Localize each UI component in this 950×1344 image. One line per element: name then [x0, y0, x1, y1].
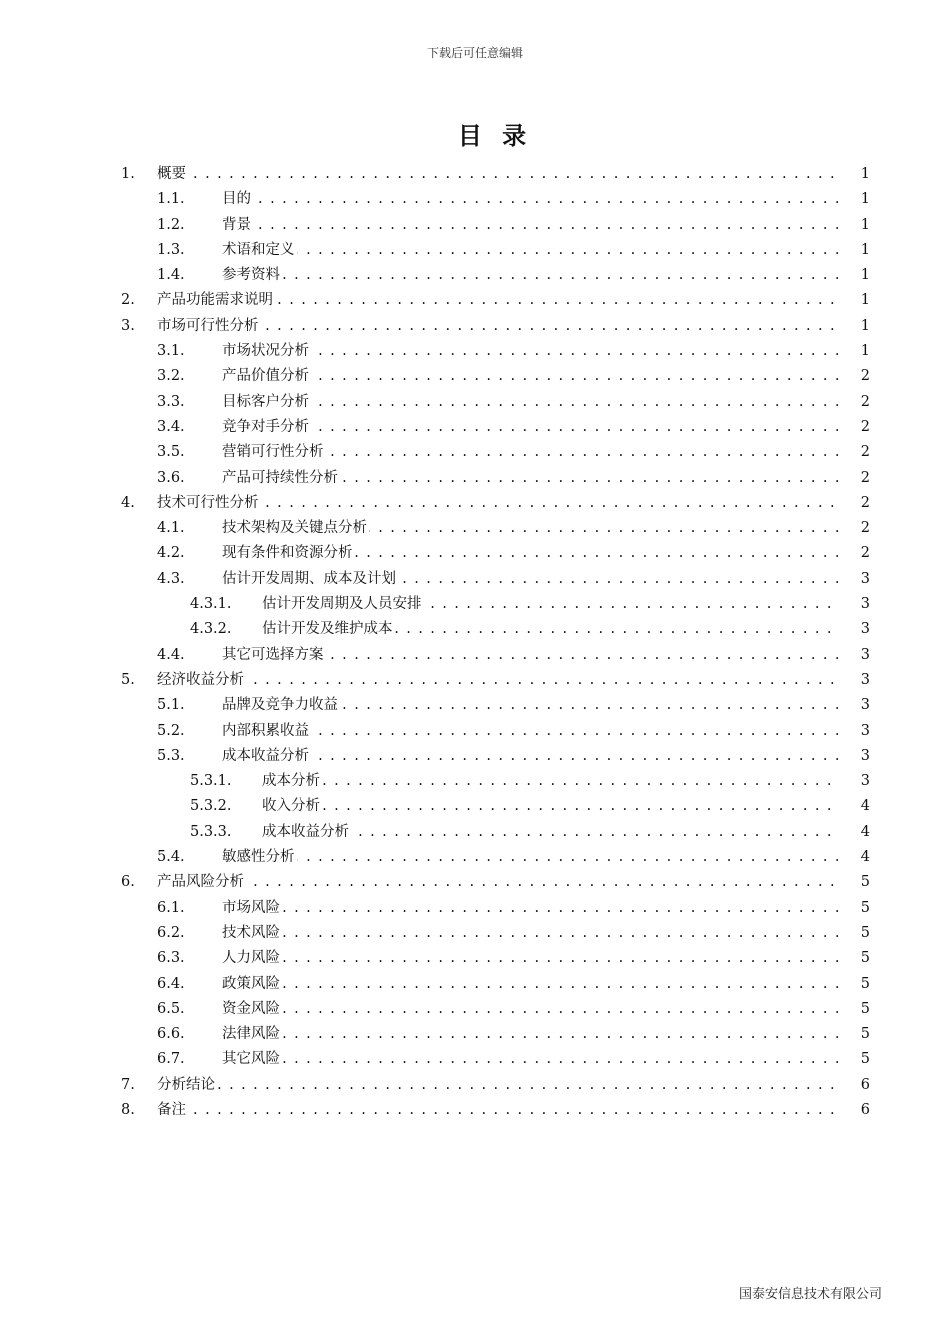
toc-entry-title [262, 794, 837, 819]
toc-entry-title [222, 643, 848, 668]
toc-entry-title [222, 516, 848, 541]
toc-entry[interactable] [0, 415, 950, 440]
toc-entry[interactable] [0, 1098, 950, 1123]
toc-entry[interactable] [0, 896, 950, 921]
toc-entry-title [262, 820, 837, 845]
toc-entry-number: 5.4. [157, 849, 185, 866]
toc-entry-number: 3.1. [157, 343, 185, 360]
toc-entry-title [157, 668, 837, 693]
toc-entry-title-text: 背景 [222, 216, 251, 233]
toc-entry-page-number: 6 [860, 1076, 870, 1093]
toc-entry-page-number: 3 [860, 621, 870, 638]
toc-entry[interactable] [0, 719, 950, 744]
toc-entry[interactable] [0, 997, 950, 1022]
header-note: 下载后可任意编辑 [426, 46, 523, 60]
toc-entry-number: 2. [121, 292, 135, 309]
toc-entry-title [262, 592, 837, 617]
toc-entry[interactable] [0, 541, 950, 566]
toc-entry-number: 1.2. [157, 216, 185, 233]
toc-entry-number: 4. [121, 494, 135, 511]
toc-entry-page-number: 3 [860, 747, 870, 764]
toc-entry-page-number: 4 [860, 849, 870, 866]
toc-entry[interactable] [0, 162, 950, 187]
toc-entry-number: 3.6. [157, 469, 185, 486]
toc-entry-title [222, 364, 848, 389]
toc-entry-page-number: 4 [860, 823, 870, 840]
toc-entry-title-text: 技术架构及关键点分析 [222, 520, 367, 537]
toc-entry-title [262, 769, 837, 794]
toc-entry-title-text: 市场可行性分析 [157, 317, 259, 334]
toc-entry-number: 8. [121, 1101, 135, 1118]
toc-entry-page-number: 5 [860, 1026, 870, 1043]
toc-entry-number: 6.3. [157, 950, 185, 967]
toc-entry-title [222, 972, 848, 997]
toc-entry-number: 5.3.3. [190, 823, 232, 840]
toc-entry-number: 4.4. [157, 646, 185, 663]
toc-entry-title-text: 产品价值分析 [222, 368, 309, 385]
toc-entry-title-text: 收入分析 [262, 798, 320, 815]
toc-entry-number: 5.3.2. [190, 798, 232, 815]
toc-entry-page-number: 5 [860, 924, 870, 941]
toc-entry-page-number: 2 [860, 545, 870, 562]
toc-entry-number: 1. [121, 166, 135, 182]
toc-entry-title [222, 541, 848, 566]
toc-entry-title [222, 946, 848, 971]
toc-entry-title-text: 成本分析 [262, 773, 320, 790]
toc-entry-title-text: 市场状况分析 [222, 343, 309, 360]
toc-entry[interactable] [0, 769, 950, 794]
toc-entry[interactable] [0, 946, 950, 971]
toc-entry-title-text: 产品风险分析 [157, 874, 244, 891]
toc-entry[interactable] [0, 921, 950, 946]
toc-entry-number: 1.1. [157, 191, 185, 208]
toc-entry-page-number: 1 [860, 166, 870, 182]
toc-entry-title [222, 390, 848, 415]
toc-entry-page-number: 2 [860, 469, 870, 486]
toc-entry[interactable] [0, 845, 950, 870]
toc-entry-title [222, 567, 848, 592]
toc-entry-page-number: 1 [860, 241, 870, 258]
toc-entry[interactable] [0, 1022, 950, 1047]
toc-entry-page-number: 1 [860, 292, 870, 309]
toc-entry-page-number: 1 [860, 216, 870, 233]
toc-entry-title [222, 466, 848, 491]
toc-entry-page-number: 6 [860, 1101, 870, 1118]
toc-entry[interactable] [0, 820, 950, 845]
toc-entry-page-number: 2 [860, 418, 870, 435]
toc-entry[interactable] [0, 364, 950, 389]
toc-entry-title [222, 1047, 848, 1072]
toc-entry-number: 5.3.1. [190, 773, 232, 790]
toc-entry-title-text: 政策风险 [222, 975, 280, 992]
toc-entry-title-text: 其它风险 [222, 1051, 280, 1068]
toc-entry-title [157, 162, 837, 187]
toc-entry-page-number: 5 [860, 950, 870, 967]
toc-entry-title-text: 内部积累收益 [222, 722, 309, 739]
toc-entry-title [222, 440, 848, 465]
toc-entry-title [222, 213, 848, 238]
toc-entry-number: 5.1. [157, 697, 185, 714]
toc-entry-number: 1.3. [157, 241, 185, 258]
toc-entry-title-text: 现有条件和资源分析 [222, 545, 353, 562]
toc-entry[interactable] [0, 288, 950, 313]
toc-entry[interactable] [0, 440, 950, 465]
toc-entry[interactable] [0, 1047, 950, 1072]
toc-entry-title-text: 备注 [157, 1101, 186, 1118]
toc-entry-number: 1.4. [157, 267, 185, 284]
toc-entry-title [222, 896, 848, 921]
toc-entry[interactable] [0, 263, 950, 288]
toc-entry[interactable] [0, 567, 950, 592]
toc-entry-title-text: 敏感性分析 [222, 849, 295, 866]
toc-entry-page-number: 3 [860, 671, 870, 688]
toc-entry[interactable] [0, 617, 950, 642]
toc-entry-title-text: 产品功能需求说明 [157, 292, 273, 309]
toc-entry-title-text: 目的 [222, 191, 251, 208]
toc-entry-title [222, 1022, 848, 1047]
toc-entry-title [222, 744, 848, 769]
toc-entry-number: 6. [121, 874, 135, 891]
toc-entry-number: 3. [121, 317, 135, 334]
toc-entry-title-text: 人力风险 [222, 950, 280, 967]
toc-entry-title-text: 成本收益分析 [262, 823, 349, 840]
toc-entry-title-text: 资金风险 [222, 1000, 280, 1017]
toc-entry-title [222, 187, 848, 212]
toc-entry-title [262, 617, 837, 642]
toc-entry-number: 4.2. [157, 545, 185, 562]
toc-entry-number: 3.5. [157, 444, 185, 461]
toc-entry-title [157, 288, 837, 313]
toc-entry-title [222, 263, 848, 288]
toc-entry-title-text: 市场风险 [222, 899, 280, 916]
toc-entry[interactable] [0, 213, 950, 238]
toc-entry-number: 5.3. [157, 747, 185, 764]
toc-entry-title [222, 921, 848, 946]
toc-entry-page-number: 2 [860, 494, 870, 511]
toc-entry-page-number: 3 [860, 570, 870, 587]
toc-entry[interactable] [0, 643, 950, 668]
toc-entry-title [222, 845, 848, 870]
toc-entry-number: 6.2. [157, 924, 185, 941]
toc-entry-title-text: 目标客户分析 [222, 393, 309, 410]
toc-entry-page-number: 2 [860, 368, 870, 385]
toc-entry-title [157, 491, 837, 516]
toc-entry-title-text: 经济收益分析 [157, 671, 244, 688]
toc-entry-title-text: 技术可行性分析 [157, 494, 259, 511]
toc-entry-title-text: 其它可选择方案 [222, 646, 324, 663]
toc-entry-page-number: 5 [860, 874, 870, 891]
toc-entry-title-text: 估计开发周期、成本及计划 [222, 570, 396, 587]
footer-company-name: 国泰安信息技术有限公司 [738, 1287, 882, 1302]
toc-entry[interactable] [0, 794, 950, 819]
toc-entry-page-number: 2 [860, 393, 870, 410]
toc-entry-page-number: 3 [860, 722, 870, 739]
toc-entry-page-number: 5 [860, 899, 870, 916]
toc-entry-title-text: 品牌及竞争力收益 [222, 697, 338, 714]
toc-entry-title [222, 719, 848, 744]
toc-entry-page-number: 1 [860, 267, 870, 284]
toc-entry-number: 4.3.2. [190, 621, 232, 638]
toc-entry-page-number: 3 [860, 697, 870, 714]
toc-entry[interactable] [0, 491, 950, 516]
toc-entry-page-number: 3 [860, 773, 870, 790]
toc-entry-title [222, 238, 848, 263]
toc-entry[interactable] [0, 870, 950, 895]
table-of-contents [0, 162, 950, 1123]
toc-entry-page-number: 2 [860, 444, 870, 461]
toc-entry-title [222, 997, 848, 1022]
toc-entry-title-text: 竞争对手分析 [222, 418, 309, 435]
toc-entry[interactable] [0, 592, 950, 617]
toc-entry-page-number: 5 [860, 1051, 870, 1068]
toc-entry-number: 6.4. [157, 975, 185, 992]
toc-entry[interactable] [0, 668, 950, 693]
toc-entry[interactable] [0, 314, 950, 339]
toc-entry-title-text: 估计开发及维护成本 [262, 621, 393, 638]
toc-entry-number: 6.5. [157, 1000, 185, 1017]
toc-entry-page-number: 1 [860, 317, 870, 334]
toc-entry-number: 7. [121, 1076, 135, 1093]
toc-entry-number: 6.1. [157, 899, 185, 916]
toc-entry-title [222, 693, 848, 718]
toc-entry-page-number: 1 [860, 191, 870, 208]
toc-entry-title [157, 1073, 837, 1098]
toc-entry-number: 6.7. [157, 1051, 185, 1068]
toc-entry-title-text: 术语和定义 [222, 241, 295, 258]
toc-entry[interactable] [0, 744, 950, 769]
toc-entry-page-number: 5 [860, 1000, 870, 1017]
toc-entry-number: 4.3.1. [190, 596, 232, 613]
toc-entry-title-text: 概要 [157, 166, 186, 182]
toc-entry-title [222, 415, 848, 440]
toc-entry-number: 3.3. [157, 393, 185, 410]
toc-entry-page-number: 2 [860, 520, 870, 537]
toc-entry-title-text: 分析结论 [157, 1076, 215, 1093]
toc-entry[interactable] [0, 339, 950, 364]
toc-entry-title-text: 估计开发周期及人员安排 [262, 596, 422, 613]
toc-entry-title-text: 成本收益分析 [222, 747, 309, 764]
toc-entry-page-number: 5 [860, 975, 870, 992]
toc-entry-title-text: 法律风险 [222, 1026, 280, 1043]
toc-entry[interactable] [0, 516, 950, 541]
toc-entry-number: 3.4. [157, 418, 185, 435]
toc-entry[interactable] [0, 466, 950, 491]
toc-entry[interactable] [0, 972, 950, 997]
toc-entry-number: 4.3. [157, 570, 185, 587]
toc-entry-title-text: 技术风险 [222, 924, 280, 941]
toc-title: 目 录 [457, 122, 533, 150]
toc-entry-title [222, 339, 848, 364]
toc-entry[interactable] [0, 693, 950, 718]
toc-entry-title-text: 产品可持续性分析 [222, 469, 338, 486]
toc-entry-page-number: 4 [860, 798, 870, 815]
toc-entry-number: 3.2. [157, 368, 185, 385]
toc-entry-title [157, 1098, 837, 1123]
toc-entry[interactable] [0, 238, 950, 263]
toc-entry-title-text: 营销可行性分析 [222, 444, 324, 461]
toc-entry-number: 4.1. [157, 520, 185, 537]
toc-entry[interactable] [0, 1073, 950, 1098]
toc-entry-number: 5. [121, 671, 135, 688]
toc-entry-number: 5.2. [157, 722, 185, 739]
toc-entry[interactable] [0, 187, 950, 212]
toc-entry[interactable] [0, 390, 950, 415]
toc-entry-page-number: 1 [860, 343, 870, 360]
toc-entry-page-number: 3 [860, 596, 870, 613]
toc-entry-title-text: 参考资料 [222, 267, 280, 284]
toc-entry-title [157, 314, 837, 339]
toc-entry-number: 6.6. [157, 1026, 185, 1043]
toc-entry-page-number: 3 [860, 646, 870, 663]
toc-entry-title [157, 870, 837, 895]
